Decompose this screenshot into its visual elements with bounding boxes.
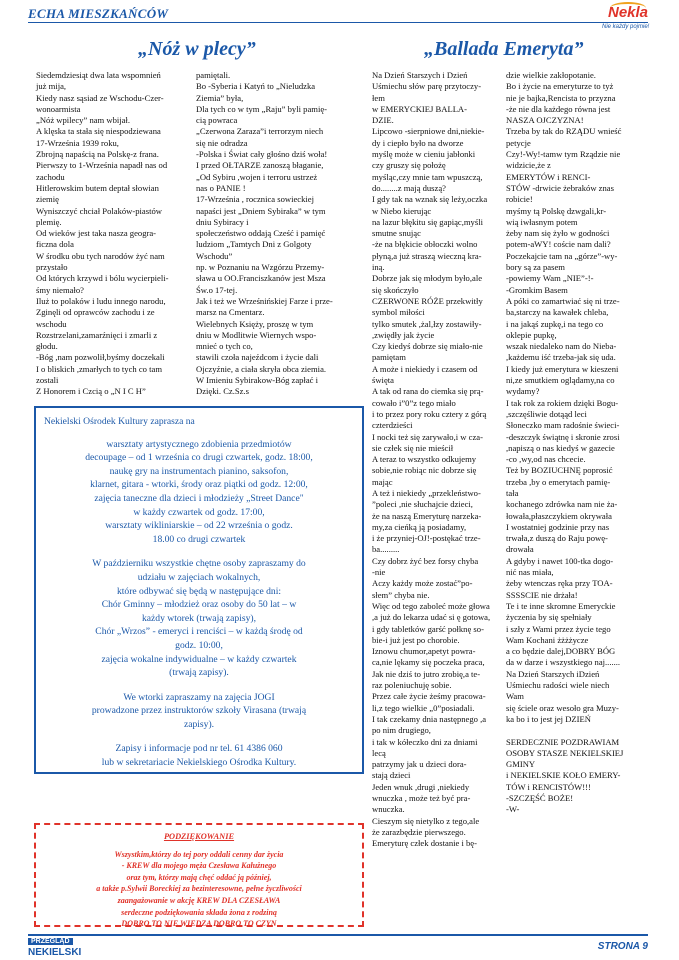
text-line: Od których krzywd i bólu wycierpieli- [36, 273, 169, 284]
text-line: stają dzieci [372, 770, 411, 781]
text-line: serdeczne podziękowania składa żona z rodziną [121, 907, 277, 917]
text-line: DZIE. [372, 115, 394, 126]
text-line: życzenia by się spełniały [506, 612, 592, 623]
text-line [506, 725, 652, 736]
text-line: żeby wtenczas ręka przy TOA- [506, 578, 613, 589]
text-line: ba......... [372, 544, 400, 555]
text-line: ,napiszą o nas kiedyś w gazecie [506, 442, 615, 453]
text-line: oklepie pupkę, [506, 329, 557, 340]
text-line: społeczeństwo oddają Cześć i pamięć [196, 228, 326, 239]
text-line: ni,ze smutkiem oglądamy,na co [506, 375, 615, 386]
notice-jogi [44, 691, 354, 732]
text-line: Poczekajcie tam na „górze”-wy- [506, 250, 618, 261]
text-line: bory są za pasem [506, 262, 565, 273]
text-line: kochanego zdrówka nam nie ża- [506, 499, 618, 510]
text-line: do........z mają duszą? [372, 182, 446, 193]
text-line: ludziom „Tamtych Dni z Golgoty [196, 239, 312, 250]
text-line: czterdzieści [372, 420, 413, 431]
text-line: Bo -Syberia i Katyń to „Nieludzka [196, 81, 316, 92]
text-line: Jak i też we Wrześnińskiej Farze i prze- [196, 295, 333, 306]
text-line: ”poleci ,nie słuchajcie dzieci, [372, 499, 473, 510]
text-line: głodu. [36, 341, 58, 352]
text-line: prowadzone przez instruktorów szkoły Virasana (trwają [91, 705, 307, 717]
text-line: Na Dzień Starszych iDzień [506, 668, 600, 679]
text-line: I tak czekamy dnia następnego ,a [372, 713, 487, 724]
text-line: ficzna dola [36, 239, 74, 250]
notice-intro: Nekielski Ośrodek Kultury zaprasza na [44, 416, 195, 427]
text-line: Iznowu chumor,apetyt powra- [372, 646, 476, 657]
text-line: -że nie dla każdego równa jest [506, 103, 611, 114]
text-line: się skończyło [372, 284, 419, 295]
text-line: godz. 10:00, [175, 639, 223, 651]
text-line: SSSSCIE nie drżała! [506, 589, 578, 600]
text-line: SERDECZNIE POZDRAWIAM [506, 736, 620, 747]
text-line: TÓW i RENCISTÓW!!! [506, 781, 591, 792]
text-line: zajęcia wokalne indywidualne – w każdy czwartek [101, 653, 297, 665]
text-line: Wam Kochani żżżżycze [506, 634, 589, 645]
thanks-title: PODZIĘKOWANIE [163, 832, 235, 841]
text-line: Na Dzień Starszych i Dzień [372, 70, 468, 80]
text-line: (trwają zapisy). [169, 667, 229, 679]
thanks-lines [46, 849, 352, 930]
text-line: Jeden wnuk ,drugi ,niekiedy [372, 781, 470, 792]
text-line: myśmy tą Polskę dzwgali,kr- [506, 205, 607, 216]
text-line: Pierwszy to 1-Września napadł nas od [36, 160, 168, 171]
text-line: wszak niedaleko nam do Nieba- [506, 341, 617, 352]
text-line: ,a już do lekarza udać si ę gotowa, [372, 612, 491, 623]
text-line: napaści jest „Dniem Sybiraka” w tym [196, 205, 326, 216]
text-line: ka bo i to jest jej DZIEŃ [506, 713, 591, 724]
text-line: A tak od rana do ciemka się prą- [372, 386, 484, 397]
text-line: dy i ciepło było na dworze [372, 137, 464, 148]
text-line: udziału w zajęciach wokalnych, [137, 571, 261, 583]
text-line: -deszczyk świątnę i skronie zrosi [506, 431, 620, 442]
notice-workshops [44, 438, 354, 547]
text-line: i NEKIELSKIE KOŁO EMERY- [506, 770, 621, 781]
text-line: „Nóż wpilecy” nam wbijał. [36, 115, 131, 126]
logo-sub-text: Nie każdy pojmie! [602, 24, 650, 30]
text-line: 17-Września , rocznica sowieckiej [196, 194, 315, 205]
text-line: A może i niekiedy i czasem od [372, 363, 478, 374]
text-line: ,szczęśliwie dotąąd leci [506, 408, 587, 419]
section-title: ECHA MIESZKAŃCÓW [28, 6, 169, 21]
text-line: patrzymy jak u dzieci dora- [372, 759, 467, 770]
przeglad-nekielski-logo [28, 938, 108, 958]
text-line: „Czerwona Zaraza”i terrorzym niech [196, 126, 324, 137]
text-line: wnuczka , może też być pra- [372, 793, 471, 803]
text-line: i na jakąś zupkę,i na tego co [506, 318, 604, 329]
nekla-logo [596, 2, 654, 36]
text-line: Zapisy i informacje pod nr tel. 61 4386 060 [115, 743, 283, 755]
text-line: Uśmiechu radości wiele niech [506, 680, 610, 691]
logo-main-text: Nekla [608, 4, 649, 21]
text-line: zostali [36, 375, 59, 386]
text-line: da w darze i wszystkiego naj....... [506, 657, 621, 668]
text-line: Dzięki. Cz.Sz.s [196, 386, 249, 397]
text-line: w EMERYCKIEJ BALLA- [372, 103, 468, 114]
text-line: Słoneczko mam radośnie świeci- [506, 420, 620, 431]
text-line: Lipcowo -sierpniowe dni,niekie- [372, 126, 485, 137]
text-line: się nie odradza [196, 137, 248, 148]
text-line: I przed OŁTARZE zanoszą błaganie, [196, 160, 324, 171]
text-line: naukę gry na instrumentach pianino, saksofon, [109, 465, 289, 477]
text-line: -Gromkim Basem [506, 284, 568, 295]
text-line: wschodu [36, 318, 67, 329]
text-line: Dobrze jak się młodym było,ale [372, 273, 483, 284]
text-line: Czy kiedyś dobrze się miało-nie [372, 341, 483, 352]
text-line: nas o PANIE ! [196, 182, 246, 193]
text-line: lub w sekretariacie Nekielskiego Ośrodka Kultury. [101, 757, 297, 769]
text-line: W Imieniu Sybirakow-Bóg zapłać i [196, 375, 319, 386]
text-line: plemię. [36, 216, 62, 227]
text-line: CZERWONE RÓŻE przekwitły [372, 295, 483, 306]
text-line: Wschodu” [196, 250, 233, 261]
text-line: potem-aWY! coście nam dali? [506, 239, 611, 250]
text-line: Cieszym się nietylko z tego,ale [372, 815, 480, 826]
text-line: łowała,płaszczykiem okrywała [506, 510, 612, 521]
poem1-title: „Nóż w plecy” [138, 38, 256, 60]
text-line: wonoarmista [36, 103, 81, 114]
text-line: I nocki też się zarywało,i w cza- [372, 431, 483, 442]
text-line: na lazur błękitu się gapiąc,myśli [372, 216, 483, 227]
text-line: Też by BOZIUCHNĘ poprosić [506, 465, 613, 476]
text-line: Wam [506, 691, 524, 702]
footer-logo-bottom: NEKIELSKI [28, 947, 82, 958]
text-line: które odbywać się będą w następujące dni: [116, 585, 282, 597]
text-line: Ojczyźnie, a ciała skryła obca ziemia. [196, 363, 327, 374]
text-line: Uśmiechu słów parę przytoczy- [372, 81, 482, 92]
text-line: dzie wielkie zakłopotanie. [506, 70, 596, 80]
text-line: W październiku wszystkie chętne osoby zapraszamy do [92, 558, 306, 570]
text-line: iną. [372, 262, 385, 273]
text-line: Emeryturę człek dostanie i bę- [372, 838, 477, 849]
text-line: Wszystkim,którzy do tej pory oddali cenny dar życia [114, 849, 284, 859]
text-line: śmy niemało? [36, 284, 84, 295]
text-line: A też i niekiedy „przekleństwo- [372, 487, 481, 498]
text-line: trwała,z duszą do Raju powę- [506, 533, 608, 544]
text-line: -nie [372, 567, 386, 578]
text-line: ziemię [36, 194, 59, 205]
text-line: że zarazbędzie pierwszego. [372, 826, 466, 837]
text-line: Od wieków jest taka nasza geogra- [36, 228, 157, 239]
text-line: Hitlerowskim butem deptał słowian [36, 182, 159, 193]
text-line: sobie,nie robiąc nic dobrze się [372, 465, 477, 476]
text-line: żeby nam się żyło w godności [506, 228, 610, 239]
text-line: I wostatniej godzinie przy nas [506, 521, 610, 532]
text-line: NASZA OJCZYZNA! [506, 115, 584, 126]
text-line: czy gruszy się położę [372, 160, 446, 171]
poem1-column-b [196, 70, 368, 398]
text-line: I kiedy już emerytura w kieszeni [506, 363, 619, 374]
text-line: już mija, [36, 81, 67, 92]
text-line: 17-Września 1939 roku, [36, 137, 119, 148]
header-rule [28, 22, 648, 23]
text-line: nić nas miała, [506, 567, 554, 578]
text-line: EMERYTÓW i RENCI- [506, 171, 591, 182]
text-line: Chór „Wrzos” - emeryci i renciści – w każdą środę od [95, 626, 303, 638]
text-line: Chór Gminny – młodzież oraz osoby do 50 lat – w [101, 599, 297, 611]
text-line: decoupage – od 1 września co drugi czwartek, godz. 18:00, [85, 452, 313, 464]
text-line: i gdy tabletków garść połknę so- [372, 623, 484, 634]
text-line: płyną,a już straszą wieczną kra- [372, 250, 482, 261]
text-line: ca,nie lękamy się poczeka praca, [372, 657, 485, 668]
text-line: się ściele oraz wesoło gra Muzy- [506, 702, 619, 713]
text-line: i szły z Wami przez życie tego [506, 623, 611, 634]
text-line: smutne snując [372, 228, 421, 239]
text-line: a co będzie dalej,DOBRY BÓG [506, 646, 616, 657]
text-line: - KREW dla mojego męża Czesława Kałużnego [121, 861, 277, 871]
text-line: stawili czoła najeźdcom i życie dali [196, 352, 319, 363]
text-line: zachodu [36, 171, 65, 182]
text-line: I o bliskich ,zmarłych to tych co tam [36, 363, 163, 374]
footer-logo-top: PRZEGLĄD [28, 938, 73, 945]
text-line: Siedemdziesiąt dwa lata wspomnień [36, 70, 161, 80]
text-line: tylko smutek ,żal,łzy zostawiły- [372, 318, 482, 329]
page-number: STRONA 9 [597, 941, 648, 952]
text-line: ,każdemu iść trzeba-jak się uda. [506, 352, 616, 363]
text-line: wydamy? [506, 386, 540, 397]
text-line: mnieć o tych co, [196, 341, 253, 352]
thanks-box [34, 823, 364, 927]
text-line: myślę może w cieniu jabłonki [372, 149, 476, 160]
poem2-column-a [372, 70, 502, 849]
nok-notice-box [34, 406, 364, 774]
text-line: Wielebnych Księży, proszę w tym [196, 318, 314, 329]
text-line: cią powraca [196, 115, 238, 126]
text-line: wią iwłasnym potem [506, 216, 578, 227]
text-line: sława u OO.Franciszkanów jest Msza [196, 273, 326, 284]
text-line: i że przyniej-OJ!-postękać trze- [372, 533, 481, 544]
text-line: 18.00 co drugi czwartek [152, 533, 246, 545]
text-line: marsz na Cmentarz. [196, 307, 265, 318]
text-line: -W- [506, 804, 520, 815]
text-line: Bo i życie na emeryturze to tyż [506, 81, 614, 92]
text-line: I tak rok za rokiem dzięki Bogu- [506, 397, 619, 408]
text-line: OSOBY STASZE NEKIELSKIEJ [506, 747, 624, 758]
text-line: Wyniszczyć chciał Polaków-piastów [36, 205, 162, 216]
text-line: Dla tych co w tym „Raju” byli pamię- [196, 103, 328, 114]
text-line: Czy dobrz żyć bez forsy chyba [372, 555, 479, 566]
text-line: a także p.Sylwii Boreckiej za bezinteresowne, pełne życzliwości [96, 884, 302, 894]
text-line: Z Honorem i Czcią o „N I C H” [36, 386, 146, 397]
text-line: łem [372, 92, 385, 103]
text-line: np. w Poznaniu na Wzgórzu Przemy- [196, 262, 325, 273]
text-line: w Niebo kierując [372, 205, 432, 216]
text-line: We wtorki zapraszamy na zajęcia JOGI [123, 691, 275, 703]
notice-vocal [44, 557, 354, 679]
text-line: i to przez pory roku cztery z górą [372, 408, 487, 419]
text-line: trzeba ,by o emerytach pamię- [506, 476, 611, 487]
text-line: raz poleniuchuję sobie. [372, 680, 452, 691]
text-line: -że na błękicie obłoczki wolno [372, 239, 478, 250]
text-line: Jak nie dziś to jutro zrobię,a te- [372, 668, 481, 679]
text-line: petycje [506, 137, 531, 148]
text-line: W środku obu tych narodów żyć nam [36, 250, 165, 261]
text-line: „Od Sybiru ,wojen i terroru ustrzeż [196, 171, 318, 182]
text-line: zajęcia taneczne dla dzieci i młodzieży „Street Dance" [94, 492, 304, 504]
text-line: święta [372, 375, 394, 386]
text-line: A póki co zamartwiać się ni trze- [506, 295, 620, 306]
text-line: nie je bajka,Rencista to przyzna [506, 92, 616, 103]
text-line: Więc od tego zaboleć może głowa [372, 600, 490, 611]
text-line: symbol miłości [372, 307, 425, 318]
text-line: warsztaty artystycznego zdobienia przedmiotów [106, 438, 292, 450]
text-line: robicie! [506, 194, 533, 205]
text-line: bie-i już jest po chorobie. [372, 634, 460, 645]
text-line: zapisy). [183, 718, 215, 730]
text-line: cowało i”0”z tego miało [372, 397, 456, 408]
poem1-column-a [36, 70, 194, 398]
text-line: warsztaty wikliniarskie – od 22 września o godz. [105, 520, 293, 532]
text-line: zaangażowanie w akcję KREW DLA CZESŁAWA [117, 895, 281, 905]
text-line: widzicie,że z [506, 160, 551, 171]
text-line: wnuczka. [372, 804, 405, 815]
text-line: Zginęli od oprawców zachodu i ze [36, 307, 155, 318]
text-line: słem” chyba nie. [372, 589, 430, 600]
text-line: Aczy każdy może zostać”po- [372, 578, 473, 589]
text-line: i tak w kółeczko dni za dniami [372, 736, 478, 747]
text-line: myśląc,czy mnie tam wpuszczą, [372, 171, 483, 182]
text-line: po nim drugiego, [372, 725, 431, 736]
text-line: klarnet, gitara - wtorki, środy oraz piątki od godz. 12:00, [90, 479, 308, 491]
text-line: że na naszą Emeryturę narzeka- [372, 510, 482, 521]
text-line: dniu w Modlitwie Wiernych wspo- [196, 329, 317, 340]
text-line: -powiemy Wam „NIE”-!- [506, 273, 594, 284]
text-line: li,z tego wielkie „0”posiadali. [372, 702, 475, 713]
text-line: każdy wtorek (trwają zapisy), [141, 612, 256, 624]
text-line: Te i te inne skromne Emeryckie [506, 600, 616, 611]
text-line: Rozstrzelani,zamarźnięci i zmarli z [36, 329, 158, 340]
text-line: Czy!-Wy!-tamw tym Rządzie nie [506, 149, 621, 160]
text-line: sie człek się nie mieścił [372, 442, 454, 453]
text-line: lecą [372, 747, 386, 758]
text-line: GMINY [506, 759, 536, 770]
text-line: -Polska i Świat cały głośno dziś woła! [196, 149, 328, 160]
text-line: ba,starczy na kawałek chleba, [506, 307, 609, 318]
text-line: my,za cieńką ją posiadamy, [372, 521, 467, 532]
poem2-column-b [506, 70, 652, 816]
text-line: STÓW -drwicie żebraków znas [506, 182, 614, 193]
text-line: Ziemia” była, [196, 92, 244, 103]
text-line: w każdy czwartek od godz. 17:00, [133, 506, 265, 518]
poem2-title: „Ballada Emeryta” [424, 38, 584, 60]
text-line: przystało [36, 262, 68, 273]
text-line: A teraz to wszystko odkujemy [372, 454, 477, 465]
text-line: A gdyby i nawet 100-tka dogo- [506, 555, 614, 566]
text-line: -Bóg ,nam pozwolił,byśmy doczekali [36, 352, 165, 363]
text-line: Kiedy nasz sąsiad ze Wschodu-Czer- [36, 92, 164, 103]
text-line: pamiętam [372, 352, 406, 363]
text-line: -co ,wy,od nas chcecie. [506, 454, 586, 465]
text-line: drowała [506, 544, 534, 555]
text-line: oraz tym, którzy mają chęć oddać ją później, [126, 872, 272, 882]
text-line: tała [506, 487, 519, 498]
text-line: ,zwiędły jak życie [372, 329, 435, 340]
text-line: Przez całe życie żeśmy pracowa- [372, 691, 486, 702]
text-line: A klęska ta stała się niespodziewana [36, 126, 161, 137]
text-line: dniu Sybiracy i [196, 216, 249, 227]
footer-rule [28, 934, 648, 936]
text-line: pamiętali. [196, 70, 231, 80]
text-line: Św.o 17-tej. [196, 284, 238, 295]
text-line: DOBRO TO NIE WIEDZA DOBRO TO CZYN [121, 919, 277, 929]
notice-contact [44, 742, 354, 769]
text-line: mając [372, 476, 393, 487]
text-line: Zbrojną napaścią na Polskę-z frana. [36, 149, 159, 160]
text-line: I gdy tak na wznak się leży,oczka [372, 194, 488, 205]
text-line: Iluż to polaków i ludu innego narodu, [36, 295, 166, 306]
text-line: -SZCZĘŚĆ BOŻE! [506, 793, 574, 803]
text-line: Trzeba by tak do RZĄDU wnieść [506, 126, 622, 137]
